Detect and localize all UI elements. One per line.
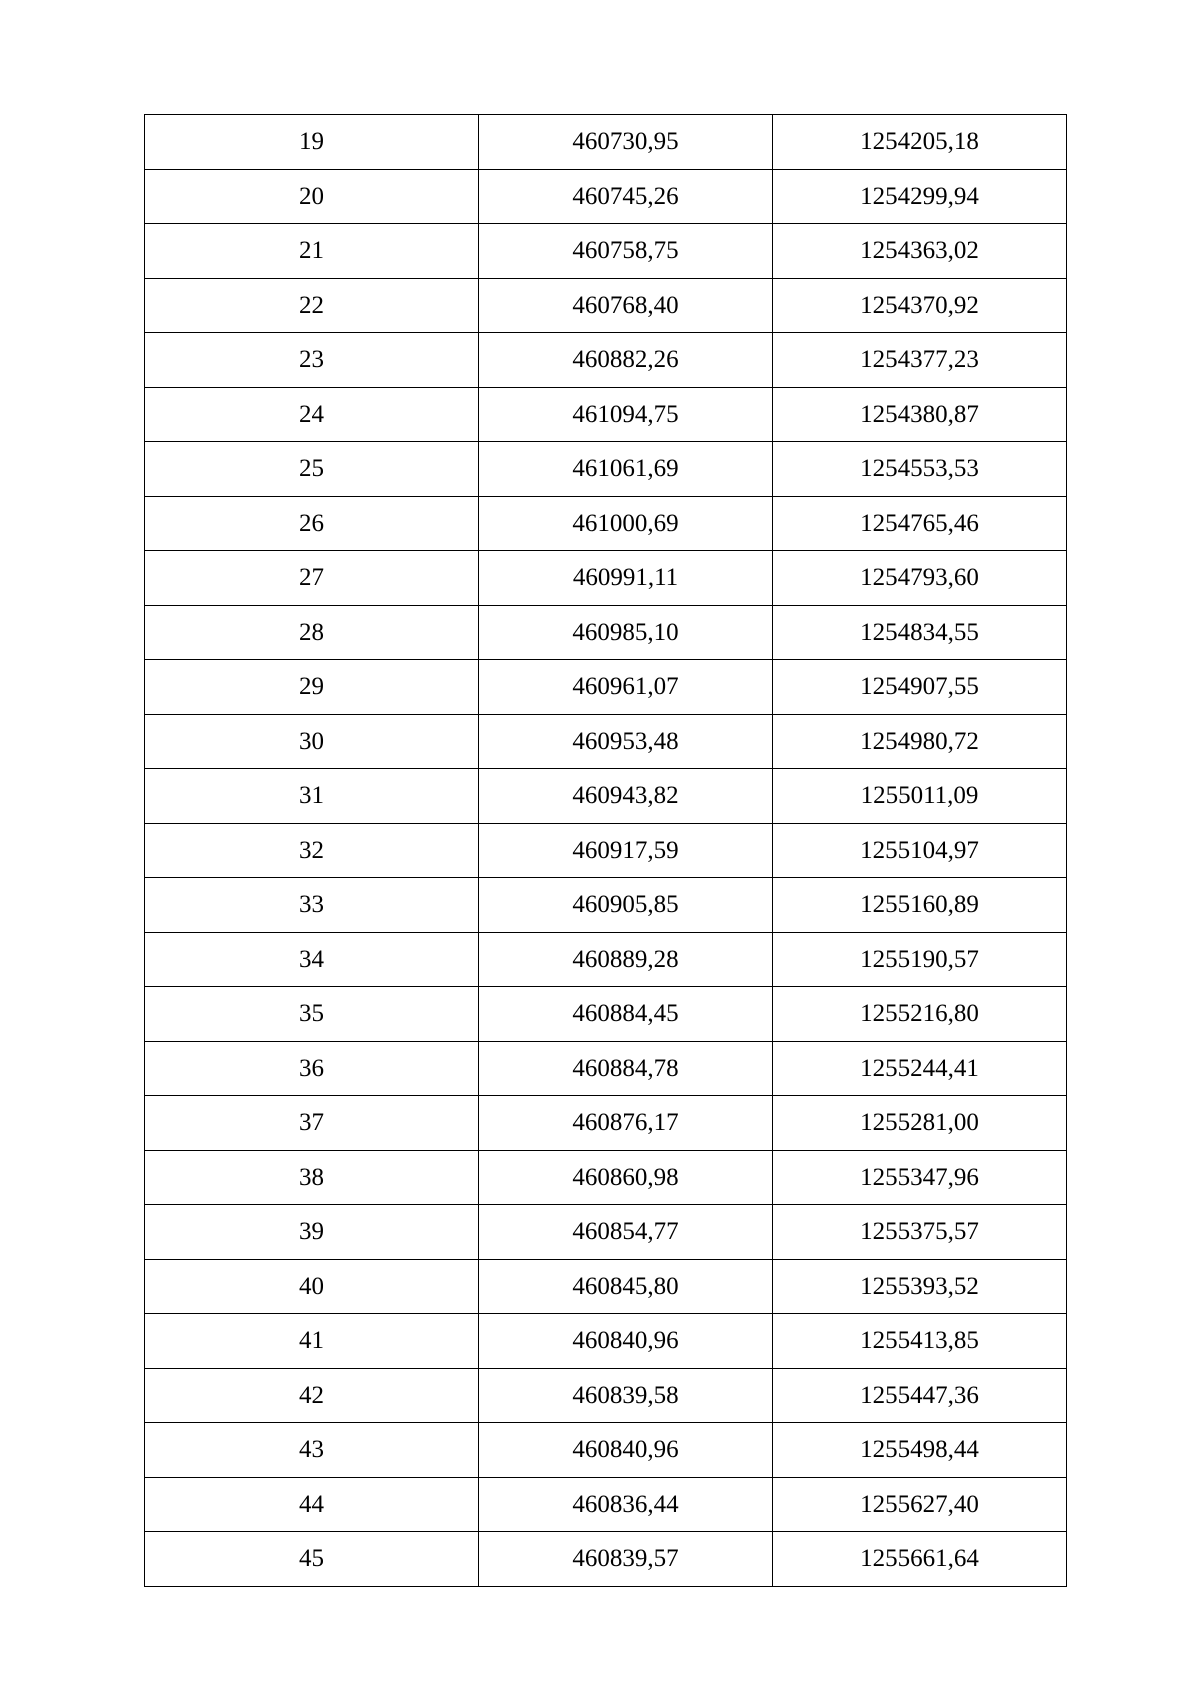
point-number-cell: 27 xyxy=(145,551,479,606)
table-row xyxy=(145,387,1067,442)
y-coordinate-cell: 1254980,72 xyxy=(773,714,1067,769)
coordinates-table-body xyxy=(145,115,1067,1587)
table-row xyxy=(145,660,1067,715)
x-coordinate-cell: 460758,75 xyxy=(479,224,773,279)
x-coordinate-cell: 460768,40 xyxy=(479,278,773,333)
x-coordinate-cell: 460953,48 xyxy=(479,714,773,769)
point-number-cell: 45 xyxy=(145,1532,479,1587)
point-number-cell: 41 xyxy=(145,1314,479,1369)
y-coordinate-cell: 1255104,97 xyxy=(773,823,1067,878)
point-number-cell: 36 xyxy=(145,1041,479,1096)
point-number-cell: 43 xyxy=(145,1423,479,1478)
table-row xyxy=(145,1532,1067,1587)
x-coordinate-cell: 460884,78 xyxy=(479,1041,773,1096)
table-row xyxy=(145,1314,1067,1369)
y-coordinate-cell: 1255281,00 xyxy=(773,1096,1067,1151)
x-coordinate-cell: 460991,11 xyxy=(479,551,773,606)
y-coordinate-cell: 1254380,87 xyxy=(773,387,1067,442)
y-coordinate-cell: 1255447,36 xyxy=(773,1368,1067,1423)
point-number-cell: 25 xyxy=(145,442,479,497)
x-coordinate-cell: 460854,77 xyxy=(479,1205,773,1260)
x-coordinate-cell: 460882,26 xyxy=(479,333,773,388)
point-number-cell: 44 xyxy=(145,1477,479,1532)
point-number-cell: 31 xyxy=(145,769,479,824)
y-coordinate-cell: 1254765,46 xyxy=(773,496,1067,551)
y-coordinate-cell: 1255216,80 xyxy=(773,987,1067,1042)
table-row xyxy=(145,442,1067,497)
point-number-cell: 26 xyxy=(145,496,479,551)
table-row xyxy=(145,1205,1067,1260)
y-coordinate-cell: 1254907,55 xyxy=(773,660,1067,715)
table-row xyxy=(145,1096,1067,1151)
y-coordinate-cell: 1255160,89 xyxy=(773,878,1067,933)
point-number-cell: 32 xyxy=(145,823,479,878)
table-row xyxy=(145,823,1067,878)
y-coordinate-cell: 1255011,09 xyxy=(773,769,1067,824)
x-coordinate-cell: 460884,45 xyxy=(479,987,773,1042)
table-row xyxy=(145,878,1067,933)
point-number-cell: 35 xyxy=(145,987,479,1042)
x-coordinate-cell: 460876,17 xyxy=(479,1096,773,1151)
table-row xyxy=(145,605,1067,660)
y-coordinate-cell: 1255190,57 xyxy=(773,932,1067,987)
x-coordinate-cell: 460745,26 xyxy=(479,169,773,224)
y-coordinate-cell: 1254553,53 xyxy=(773,442,1067,497)
y-coordinate-cell: 1254299,94 xyxy=(773,169,1067,224)
y-coordinate-cell: 1254370,92 xyxy=(773,278,1067,333)
y-coordinate-cell: 1254834,55 xyxy=(773,605,1067,660)
x-coordinate-cell: 460961,07 xyxy=(479,660,773,715)
x-coordinate-cell: 460905,85 xyxy=(479,878,773,933)
table-row xyxy=(145,1259,1067,1314)
table-row xyxy=(145,932,1067,987)
point-number-cell: 21 xyxy=(145,224,479,279)
table-row xyxy=(145,496,1067,551)
y-coordinate-cell: 1255661,64 xyxy=(773,1532,1067,1587)
point-number-cell: 29 xyxy=(145,660,479,715)
y-coordinate-cell: 1255498,44 xyxy=(773,1423,1067,1478)
point-number-cell: 34 xyxy=(145,932,479,987)
x-coordinate-cell: 461094,75 xyxy=(479,387,773,442)
point-number-cell: 39 xyxy=(145,1205,479,1260)
x-coordinate-cell: 460889,28 xyxy=(479,932,773,987)
x-coordinate-cell: 460917,59 xyxy=(479,823,773,878)
point-number-cell: 38 xyxy=(145,1150,479,1205)
x-coordinate-cell: 461000,69 xyxy=(479,496,773,551)
table-row xyxy=(145,987,1067,1042)
table-row xyxy=(145,1477,1067,1532)
y-coordinate-cell: 1255244,41 xyxy=(773,1041,1067,1096)
point-number-cell: 30 xyxy=(145,714,479,769)
point-number-cell: 24 xyxy=(145,387,479,442)
table-row xyxy=(145,714,1067,769)
x-coordinate-cell: 460860,98 xyxy=(479,1150,773,1205)
x-coordinate-cell: 460836,44 xyxy=(479,1477,773,1532)
point-number-cell: 22 xyxy=(145,278,479,333)
point-number-cell: 23 xyxy=(145,333,479,388)
x-coordinate-cell: 460730,95 xyxy=(479,115,773,170)
table-row xyxy=(145,1041,1067,1096)
x-coordinate-cell: 460943,82 xyxy=(479,769,773,824)
y-coordinate-cell: 1254363,02 xyxy=(773,224,1067,279)
point-number-cell: 28 xyxy=(145,605,479,660)
x-coordinate-cell: 460839,57 xyxy=(479,1532,773,1587)
y-coordinate-cell: 1255413,85 xyxy=(773,1314,1067,1369)
table-row xyxy=(145,333,1067,388)
y-coordinate-cell: 1255627,40 xyxy=(773,1477,1067,1532)
table-row xyxy=(145,769,1067,824)
table-row xyxy=(145,551,1067,606)
y-coordinate-cell: 1255375,57 xyxy=(773,1205,1067,1260)
point-number-cell: 40 xyxy=(145,1259,479,1314)
point-number-cell: 37 xyxy=(145,1096,479,1151)
table-row xyxy=(145,1368,1067,1423)
y-coordinate-cell: 1254377,23 xyxy=(773,333,1067,388)
table-row xyxy=(145,115,1067,170)
y-coordinate-cell: 1255393,52 xyxy=(773,1259,1067,1314)
x-coordinate-cell: 460840,96 xyxy=(479,1423,773,1478)
y-coordinate-cell: 1254205,18 xyxy=(773,115,1067,170)
x-coordinate-cell: 460840,96 xyxy=(479,1314,773,1369)
x-coordinate-cell: 460845,80 xyxy=(479,1259,773,1314)
table-row xyxy=(145,224,1067,279)
y-coordinate-cell: 1255347,96 xyxy=(773,1150,1067,1205)
x-coordinate-cell: 461061,69 xyxy=(479,442,773,497)
point-number-cell: 33 xyxy=(145,878,479,933)
table-row xyxy=(145,1423,1067,1478)
point-number-cell: 20 xyxy=(145,169,479,224)
table-row xyxy=(145,278,1067,333)
x-coordinate-cell: 460985,10 xyxy=(479,605,773,660)
point-number-cell: 42 xyxy=(145,1368,479,1423)
table-row xyxy=(145,1150,1067,1205)
point-number-cell: 19 xyxy=(145,115,479,170)
table-row xyxy=(145,169,1067,224)
coordinates-table xyxy=(144,114,1067,1587)
y-coordinate-cell: 1254793,60 xyxy=(773,551,1067,606)
x-coordinate-cell: 460839,58 xyxy=(479,1368,773,1423)
